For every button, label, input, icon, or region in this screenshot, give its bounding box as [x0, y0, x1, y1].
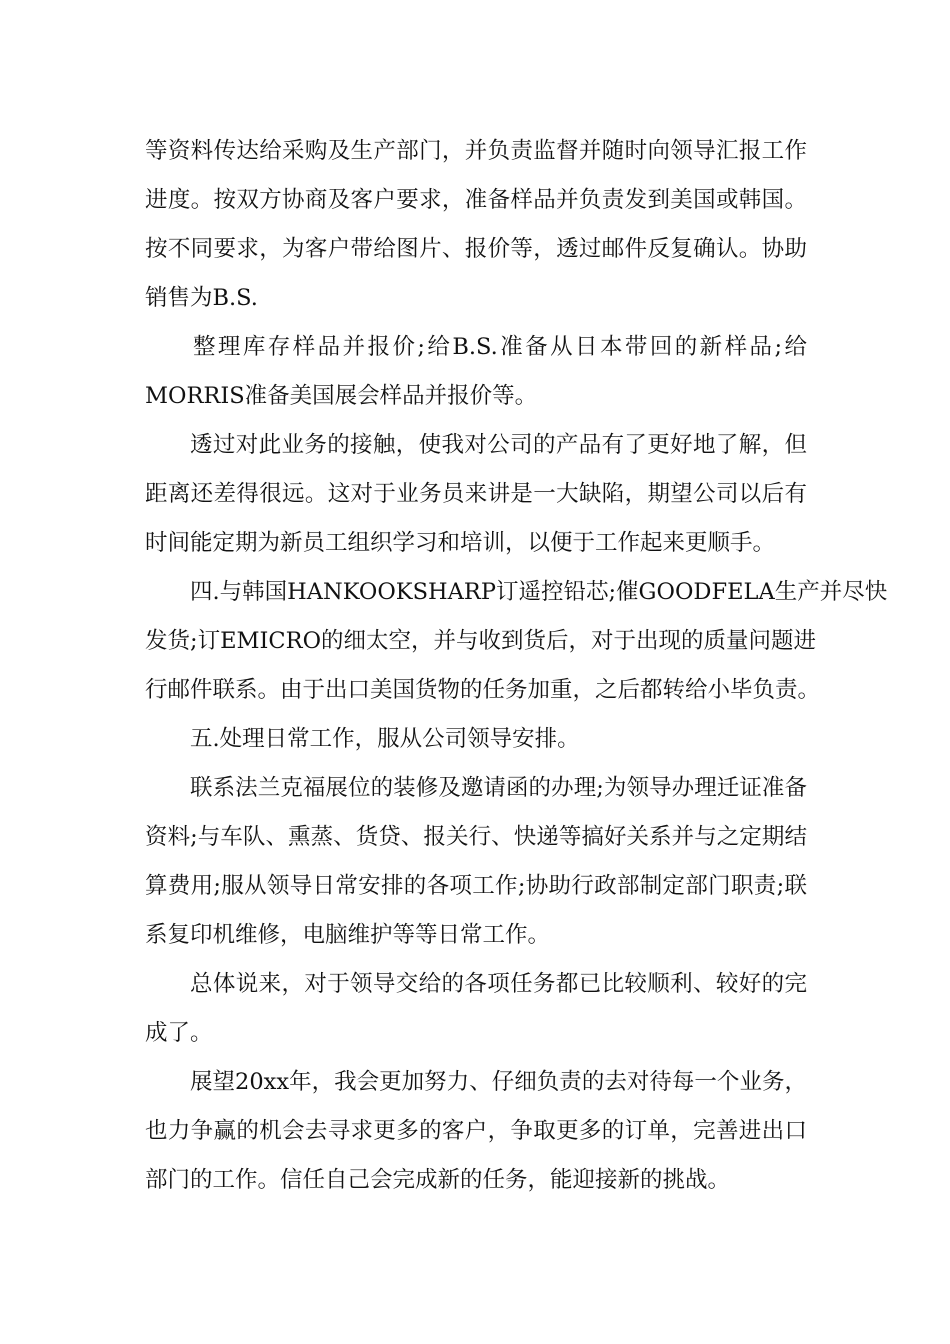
text-line: MORRIS准备美国展会样品并报价等。 — [145, 383, 538, 409]
text-line: 总体说来，对于领导交给的各项任务都已比较顺利、较好的完 — [190, 971, 807, 997]
text-line: 整理库存样品并报价;给B.S.准备从日本带回的新样品;给 — [193, 334, 807, 360]
text-line: 时间能定期为新员工组织学习和培训，以便于工作起来更顺手。 — [145, 530, 776, 556]
text-line: 透过对此业务的接触，使我对公司的产品有了更好地了解，但 — [190, 432, 807, 458]
paragraph-summary — [145, 960, 807, 1058]
text-line: 部门的工作。信任自己会完成新的任务，能迎接新的挑战。 — [145, 1167, 731, 1193]
paragraph-section-four — [145, 568, 888, 715]
text-line: 按不同要求，为客户带给图片、报价等，透过邮件反复确认。协助 — [145, 236, 807, 262]
text-line: 联系法兰克福展位的装修及邀请函的办理;为领导办理迁证准备 — [190, 775, 807, 801]
paragraph-section-five-heading — [145, 715, 807, 764]
text-line: 系复印机维修，电脑维护等等日常工作。 — [145, 922, 551, 948]
paragraph-purchasing — [145, 127, 807, 323]
text-line: 五.处理日常工作，服从公司领导安排。 — [190, 726, 580, 752]
text-line: 四.与韩国HANKOOKSHARP订遥控铅芯;催GOODFELA生产并尽快 — [190, 579, 888, 605]
paragraph-samples — [145, 323, 807, 421]
paragraph-outlook — [145, 1058, 807, 1205]
paragraph-business-contact — [145, 421, 807, 568]
text-line: 距离还差得很远。这对于业务员来讲是一大缺陷，期望公司以后有 — [145, 481, 807, 507]
paragraph-daily-work — [145, 764, 807, 960]
text-line: 发货;订EMICRO的细太空，并与收到货后，对于出现的质量问题进 — [145, 628, 817, 654]
text-line: 行邮件联系。由于出口美国货物的任务加重，之后都转给小毕负责。 — [145, 677, 821, 703]
text-line: 进度。按双方协商及客户要求，准备样品并负责发到美国或韩国。 — [145, 187, 807, 213]
text-line: 资料;与车队、熏蒸、货贷、报关行、快递等搞好关系并与之定期结 — [145, 824, 807, 850]
text-line: 算费用;服从领导日常安排的各项工作;协助行政部制定部门职责;联 — [145, 873, 807, 899]
text-line: 展望20xx年，我会更加努力、仔细负责的去对待每一个业务， — [190, 1069, 807, 1095]
text-line: 销售为B.S. — [145, 285, 258, 311]
text-line: 等资料传达给采购及生产部门，并负责监督并随时向领导汇报工作 — [145, 138, 807, 164]
text-line: 成了。 — [145, 1020, 213, 1046]
document-body — [145, 127, 888, 1205]
text-line: 也力争赢的机会去寻求更多的客户，争取更多的订单，完善进出口 — [145, 1118, 807, 1144]
